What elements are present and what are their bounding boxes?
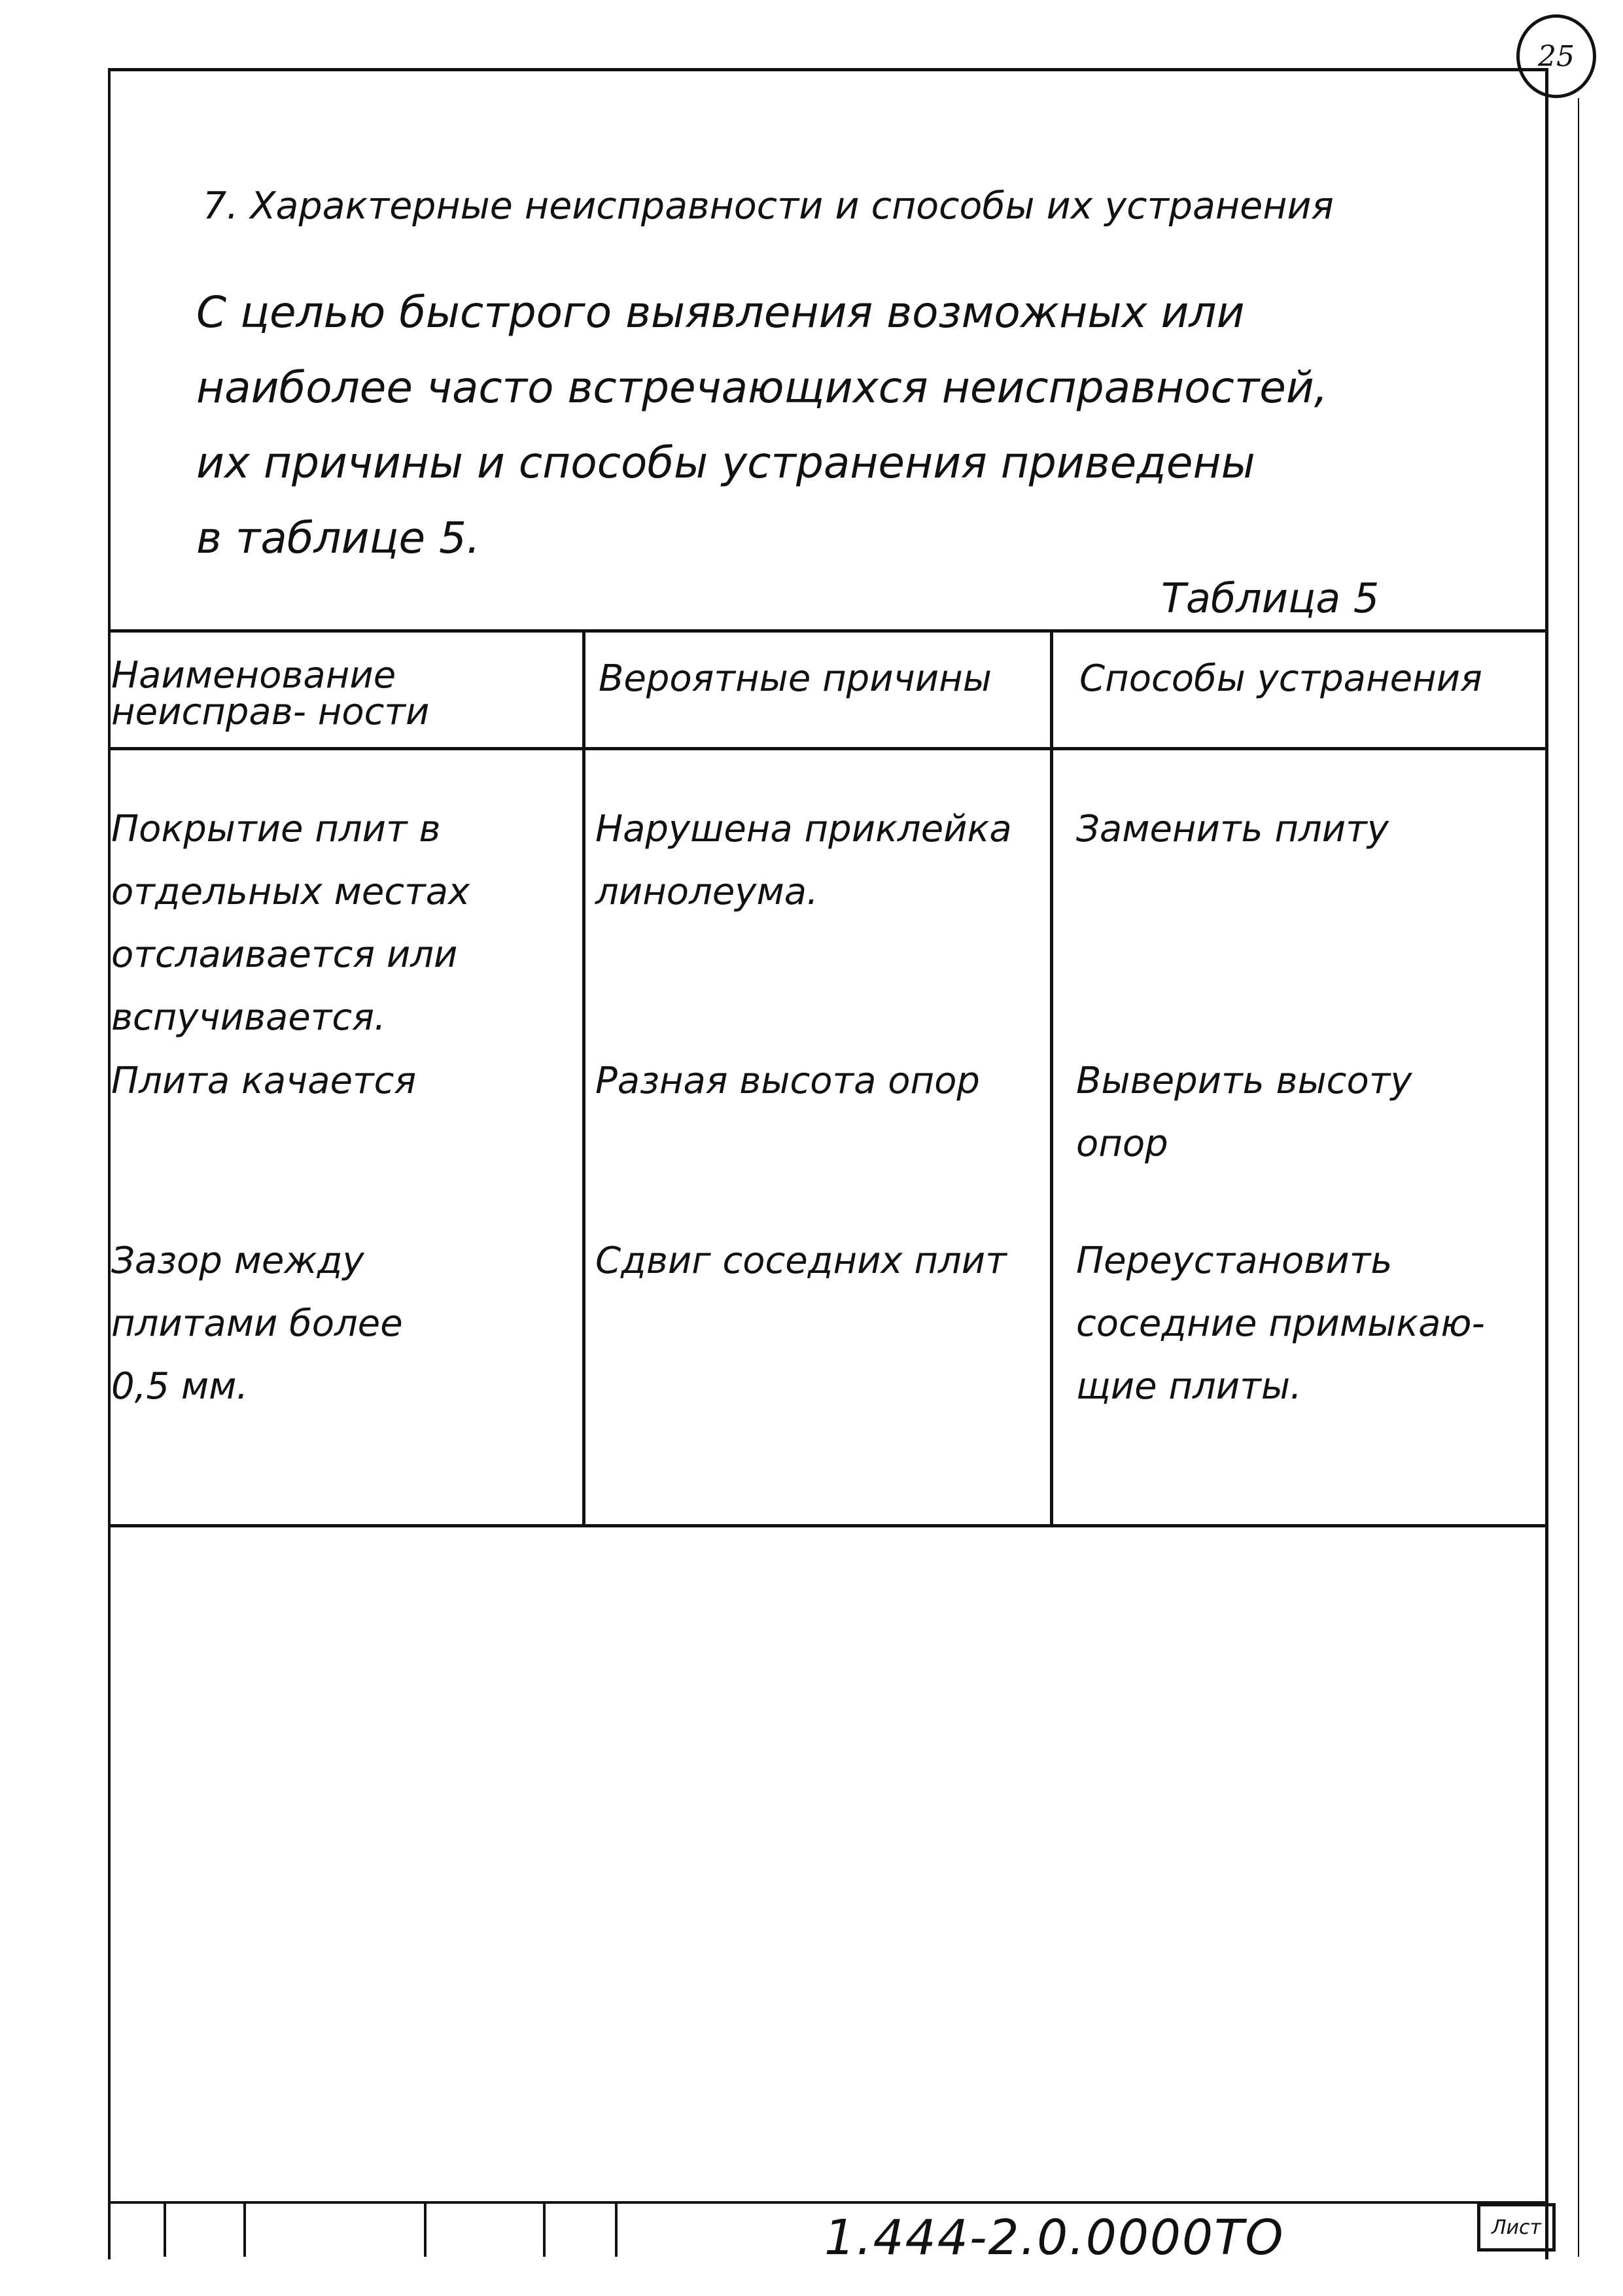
- intro-line: их причины и способы устранения приведены: [196, 438, 1255, 488]
- cell-line: Зазор между: [111, 1240, 364, 1282]
- table-bottom-line: [108, 1524, 1547, 1527]
- stamp-divider: [424, 2201, 427, 2257]
- stamp-divider: [543, 2201, 546, 2257]
- table-header-remedy: Способы устранения: [1079, 657, 1482, 700]
- section-title: 7. Характерные неисправности и способы их устранения: [203, 184, 1334, 228]
- cell-line: Плита качается: [111, 1060, 417, 1102]
- stamp-divider: [615, 2201, 618, 2257]
- table-header-cause: Вероятные причины: [599, 657, 992, 700]
- cell-line: Покрытие плит в: [111, 808, 441, 850]
- cell-line: Разная высота опор: [595, 1060, 980, 1102]
- table-top-line: [108, 629, 1547, 633]
- cell-line: щие плиты.: [1076, 1365, 1302, 1408]
- table-caption: Таблица 5: [1161, 574, 1380, 622]
- cell-line: отслаивается или: [111, 933, 458, 976]
- table-cell-fault: [111, 1050, 416, 1113]
- table-cell-remedy: [1076, 1050, 1412, 1175]
- cell-line: плитами более: [111, 1302, 403, 1345]
- sheet-number-circle: [1516, 14, 1596, 98]
- cell-line: отдельных местах: [111, 871, 470, 913]
- table-cell-fault: [111, 798, 470, 1049]
- table-header-fault: Наименование неисправ- ности: [111, 654, 430, 733]
- sheet-label-box: [1477, 2203, 1556, 2252]
- stamp-divider: [243, 2201, 246, 2257]
- cell-line: опор: [1076, 1122, 1168, 1165]
- cell-line: вспучивается.: [111, 996, 386, 1039]
- intro-line: С целью быстрого выявления возможных или: [196, 287, 1245, 338]
- table-col-divider: [1050, 629, 1053, 1527]
- cell-line: Переустановить: [1076, 1240, 1393, 1282]
- table-cell-cause: [595, 1050, 980, 1113]
- frame-left-line: [108, 68, 111, 2259]
- intro-paragraph: [196, 275, 1531, 576]
- frame-right-line: [1545, 68, 1548, 2259]
- document-code: 1.444-2.0.0000ТО: [824, 2210, 1285, 2266]
- frame-top-line: [108, 68, 1547, 71]
- cell-line: линолеума.: [595, 871, 818, 913]
- cell-line: соседние примыкаю-: [1076, 1302, 1485, 1345]
- sheet-label: Лист: [1491, 2216, 1542, 2239]
- stamp-divider: [164, 2201, 166, 2257]
- cell-line: Сдвиг соседних плит: [595, 1240, 1007, 1282]
- cell-line: Заменить плиту: [1076, 808, 1389, 850]
- stamp-top-line: [108, 2201, 1547, 2204]
- table-cell-cause: [595, 798, 1012, 924]
- table-cell-remedy: [1076, 798, 1389, 861]
- intro-line: в таблице 5.: [196, 513, 481, 563]
- table-col-divider: [582, 629, 585, 1527]
- cell-line: 0,5 мм.: [111, 1365, 249, 1408]
- table-header-bottom-line: [108, 747, 1547, 750]
- table-cell-cause: [595, 1230, 1007, 1293]
- cell-line: Выверить высоту: [1076, 1060, 1412, 1102]
- table-cell-fault: [111, 1230, 403, 1418]
- intro-line: наиболее часто встречающихся неисправностей,: [196, 362, 1328, 413]
- table-cell-remedy: [1076, 1230, 1485, 1418]
- sheet-number: 25: [1538, 39, 1575, 73]
- cell-line: Нарушена приклейка: [595, 808, 1012, 850]
- frame-right-outer-line: [1578, 98, 1579, 2257]
